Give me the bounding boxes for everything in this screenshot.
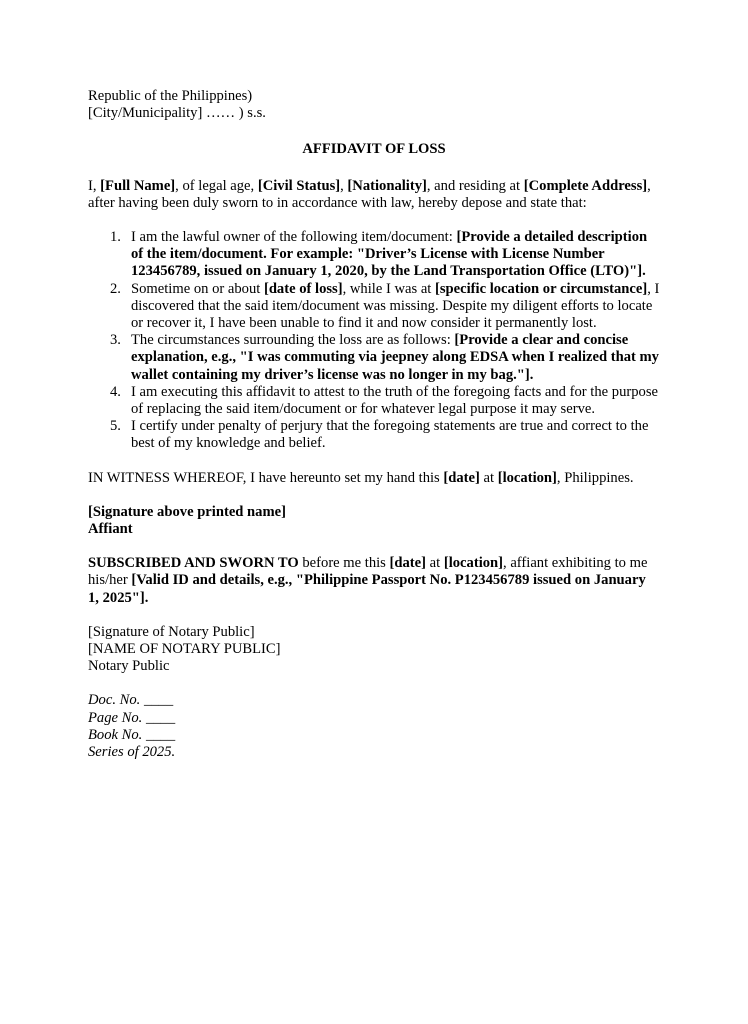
statement-list bbox=[88, 229, 660, 453]
address-placeholder: [Complete Address] bbox=[523, 177, 648, 194]
notary-block bbox=[88, 624, 660, 676]
jurat-text: , affiant exhibiting to me his/her bbox=[88, 555, 648, 589]
intro-text: , of legal age, bbox=[175, 177, 258, 194]
notary-name: [NAME OF NOTARY PUBLIC] bbox=[88, 641, 281, 658]
list-item bbox=[88, 384, 660, 418]
location-placeholder: [location] bbox=[443, 555, 504, 572]
page-number: Page No. ____ bbox=[88, 709, 176, 726]
intro-text: , after having been duly sworn to in accordance with law, hereby depose and state that: bbox=[88, 177, 651, 211]
item-text: The circumstances surrounding the loss are as follows: bbox=[131, 332, 455, 349]
location-placeholder: [specific location or circumstance] bbox=[435, 280, 648, 297]
date-placeholder: [date] bbox=[389, 555, 426, 572]
full-name-placeholder: [Full Name] bbox=[100, 177, 176, 194]
notary-signature-line: [Signature of Notary Public] bbox=[88, 623, 255, 640]
civil-status-placeholder: [Civil Status] bbox=[257, 177, 341, 194]
date-placeholder: [date] bbox=[443, 469, 480, 486]
item-text: Sometime on or about bbox=[131, 280, 264, 297]
list-item bbox=[88, 418, 660, 452]
intro-text: , and residing at bbox=[426, 177, 524, 194]
jurat-text: before me this bbox=[298, 555, 390, 572]
date-of-loss-placeholder: [date of loss] bbox=[263, 280, 343, 297]
item-text: , while I was at bbox=[342, 280, 435, 297]
document-title: AFFIDAVIT OF LOSS bbox=[302, 141, 446, 158]
item-text: I am executing this affidavit to attest to the truth of the foregoing facts and for the purpose of replacing the said item/document or for whatever legal purpose it may serve. bbox=[131, 383, 658, 418]
affiant-signature-line: [Signature above printed name] bbox=[88, 503, 286, 520]
location-placeholder: [location] bbox=[497, 469, 557, 486]
series-year: Series of 2025. bbox=[88, 744, 176, 761]
jurat-text: at bbox=[426, 555, 444, 572]
nationality-placeholder: [Nationality] bbox=[347, 177, 427, 194]
item-number: 4. bbox=[110, 383, 121, 400]
item-placeholder: [Provide a clear and concise explanation, e.g., "I was commuting via jeepney along EDSA when I realized that my wallet containing my driver’s license was no longer in my bag."]. bbox=[131, 332, 659, 383]
venue-country: Republic of the Philippines) bbox=[88, 88, 253, 104]
docket-block bbox=[88, 692, 660, 761]
affiant-label: Affiant bbox=[88, 521, 133, 538]
list-item bbox=[88, 281, 660, 333]
item-number: 3. bbox=[110, 332, 121, 349]
witness-paragraph bbox=[88, 470, 660, 487]
item-number: 1. bbox=[110, 229, 121, 246]
item-text: I certify under penalty of perjury that the foregoing statements are true and correct to the best of my knowledge and belief. bbox=[131, 418, 649, 452]
intro-text: I, bbox=[88, 177, 101, 194]
item-text: I am the lawful owner of the following item/document: bbox=[131, 229, 457, 246]
list-item bbox=[88, 229, 660, 281]
intro-text: , bbox=[340, 177, 348, 194]
intro-paragraph bbox=[88, 178, 660, 212]
witness-text: IN WITNESS WHEREOF, I have hereunto set my hand this bbox=[88, 469, 444, 486]
item-number: 2. bbox=[110, 280, 121, 297]
affiant-signature-block bbox=[88, 504, 660, 538]
venue-header bbox=[88, 88, 660, 122]
valid-id-placeholder: [Valid ID and details, e.g., "Philippine Passport No. P123456789 issued on January 1, 2025"]. bbox=[88, 572, 646, 606]
item-text: , I discovered that the said item/document was missing. Despite my diligent efforts to locate or recover it, I have been unable to find it and now consider it permanently lost. bbox=[131, 280, 660, 332]
doc-number: Doc. No. ____ bbox=[88, 692, 174, 709]
notary-label: Notary Public bbox=[88, 658, 170, 675]
jurat-paragraph bbox=[88, 555, 660, 607]
affidavit-page bbox=[88, 88, 660, 761]
witness-text: , Philippines. bbox=[556, 469, 634, 486]
jurat-heading: SUBSCRIBED AND SWORN TO bbox=[88, 555, 299, 572]
witness-text: at bbox=[479, 469, 498, 486]
venue-city: [City/Municipality] …… ) s.s. bbox=[88, 105, 266, 122]
item-number: 5. bbox=[110, 418, 121, 435]
item-placeholder: [Provide a detailed description of the item/document. For example: "Driver’s License with License Number 123456789, issued on January 1, 2020, by the Land Transportation Office (LTO)"]. bbox=[131, 229, 648, 280]
book-number: Book No. ____ bbox=[88, 726, 176, 743]
list-item bbox=[88, 332, 660, 384]
